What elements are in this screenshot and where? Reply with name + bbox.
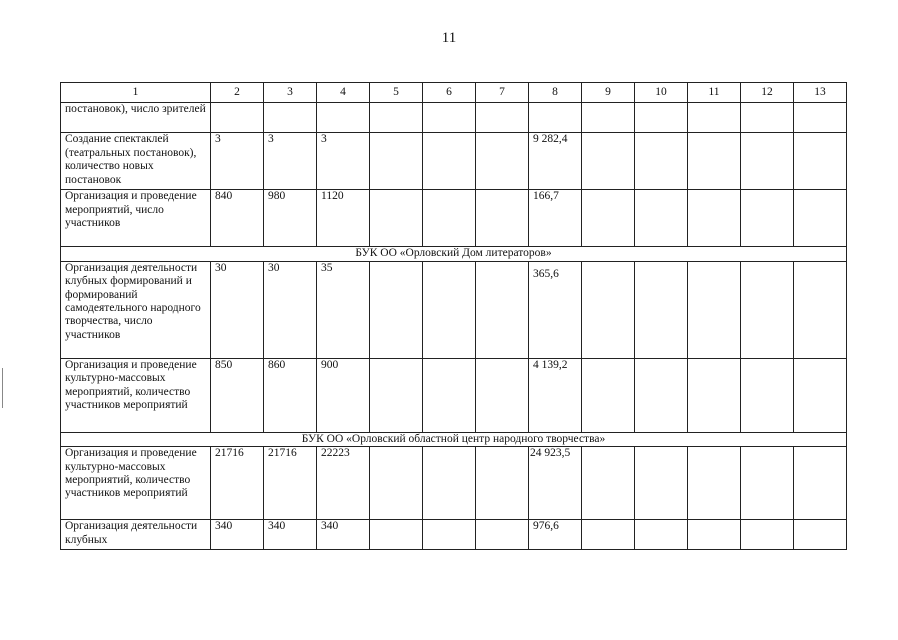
column-header: 10	[635, 83, 688, 103]
empty-cell	[688, 520, 741, 550]
value-col-4: 22223	[317, 447, 370, 520]
empty-cell	[741, 261, 794, 358]
empty-cell	[688, 190, 741, 247]
empty-cell	[635, 358, 688, 432]
empty-cell	[582, 520, 635, 550]
value-col-4: 900	[317, 358, 370, 432]
column-header: 3	[264, 83, 317, 103]
value-col-8: 365,6	[529, 261, 582, 358]
value-col-4	[317, 103, 370, 133]
column-header: 5	[370, 83, 423, 103]
empty-cell	[370, 133, 423, 190]
value-col-2: 850	[211, 358, 264, 432]
value-col-3: 980	[264, 190, 317, 247]
empty-cell	[635, 103, 688, 133]
value-col-4: 3	[317, 133, 370, 190]
empty-cell	[741, 520, 794, 550]
empty-cell	[794, 103, 847, 133]
empty-cell	[794, 358, 847, 432]
empty-cell	[370, 447, 423, 520]
value-col-2: 3	[211, 133, 264, 190]
value-col-4: 340	[317, 520, 370, 550]
section-row	[61, 247, 847, 261]
empty-cell	[582, 447, 635, 520]
value-col-2: 340	[211, 520, 264, 550]
empty-cell	[688, 261, 741, 358]
value-col-3	[264, 103, 317, 133]
empty-cell	[741, 103, 794, 133]
empty-cell	[582, 358, 635, 432]
empty-cell	[635, 447, 688, 520]
section-title: БУК ОО «Орловский областной центр народного творчества»	[61, 432, 847, 446]
value-col-2	[211, 103, 264, 133]
empty-cell	[794, 520, 847, 550]
empty-cell	[476, 261, 529, 358]
empty-cell	[476, 520, 529, 550]
value-col-8: 24 923,5	[529, 447, 582, 520]
value-col-3: 30	[264, 261, 317, 358]
empty-cell	[635, 261, 688, 358]
table-row	[61, 520, 847, 550]
table-row	[61, 133, 847, 190]
data-table	[60, 82, 847, 550]
column-header: 8	[529, 83, 582, 103]
empty-cell	[476, 358, 529, 432]
column-header: 2	[211, 83, 264, 103]
value-col-8: 4 139,2	[529, 358, 582, 432]
empty-cell	[423, 103, 476, 133]
empty-cell	[741, 133, 794, 190]
page-number: 11	[441, 30, 457, 46]
empty-cell	[423, 358, 476, 432]
column-header: 13	[794, 83, 847, 103]
column-header: 11	[688, 83, 741, 103]
value-col-4: 1120	[317, 190, 370, 247]
column-header: 9	[582, 83, 635, 103]
empty-cell	[476, 447, 529, 520]
column-header: 12	[741, 83, 794, 103]
indicator-name: Организация и проведение культурно-массовых мероприятий, количество участников мероприятий	[61, 447, 211, 520]
empty-cell	[688, 358, 741, 432]
empty-cell	[423, 133, 476, 190]
empty-cell	[688, 103, 741, 133]
empty-cell	[476, 190, 529, 247]
column-header: 7	[476, 83, 529, 103]
empty-cell	[582, 190, 635, 247]
empty-cell	[370, 520, 423, 550]
value-col-8: 976,6	[529, 520, 582, 550]
header-row	[61, 83, 847, 103]
column-header: 6	[423, 83, 476, 103]
empty-cell	[370, 358, 423, 432]
empty-cell	[423, 261, 476, 358]
table-row	[61, 103, 847, 133]
empty-cell	[423, 520, 476, 550]
empty-cell	[370, 261, 423, 358]
indicator-name: Организация деятельности клубных формирований и формирований самодеятельного народного творчества, число участников	[61, 261, 211, 358]
value-col-2: 30	[211, 261, 264, 358]
empty-cell	[423, 447, 476, 520]
section-title: БУК ОО «Орловский Дом литераторов»	[61, 247, 847, 261]
empty-cell	[794, 190, 847, 247]
value-col-3: 340	[264, 520, 317, 550]
indicator-name: Организация деятельности клубных	[61, 520, 211, 550]
empty-cell	[476, 103, 529, 133]
empty-cell	[635, 520, 688, 550]
empty-cell	[370, 103, 423, 133]
empty-cell	[582, 133, 635, 190]
empty-cell	[582, 103, 635, 133]
empty-cell	[794, 133, 847, 190]
table-row	[61, 261, 847, 358]
section-row	[61, 432, 847, 446]
empty-cell	[794, 447, 847, 520]
table-row	[61, 190, 847, 247]
value-col-8: 166,7	[529, 190, 582, 247]
indicator-name: Организация и проведение мероприятий, число участников	[61, 190, 211, 247]
empty-cell	[635, 133, 688, 190]
empty-cell	[741, 447, 794, 520]
column-header: 4	[317, 83, 370, 103]
empty-cell	[370, 190, 423, 247]
column-header: 1	[61, 83, 211, 103]
value-col-2: 840	[211, 190, 264, 247]
empty-cell	[688, 133, 741, 190]
value-col-8: 9 282,4	[529, 133, 582, 190]
empty-cell	[688, 447, 741, 520]
value-col-3: 21716	[264, 447, 317, 520]
empty-cell	[741, 358, 794, 432]
indicator-name: постановок), число зрителей	[61, 103, 211, 133]
empty-cell	[423, 190, 476, 247]
value-col-8	[529, 103, 582, 133]
margin-mark	[2, 368, 3, 408]
empty-cell	[794, 261, 847, 358]
table-row	[61, 358, 847, 432]
indicator-name: Создание спектаклей (театральных постановок), количество новых постановок	[61, 133, 211, 190]
empty-cell	[476, 133, 529, 190]
value-col-3: 3	[264, 133, 317, 190]
empty-cell	[635, 190, 688, 247]
value-col-4: 35	[317, 261, 370, 358]
empty-cell	[741, 190, 794, 247]
value-col-3: 860	[264, 358, 317, 432]
table-row	[61, 447, 847, 520]
value-col-2: 21716	[211, 447, 264, 520]
empty-cell	[582, 261, 635, 358]
indicator-name: Организация и проведение культурно-массовых мероприятий, количество участников мероприятий	[61, 358, 211, 432]
